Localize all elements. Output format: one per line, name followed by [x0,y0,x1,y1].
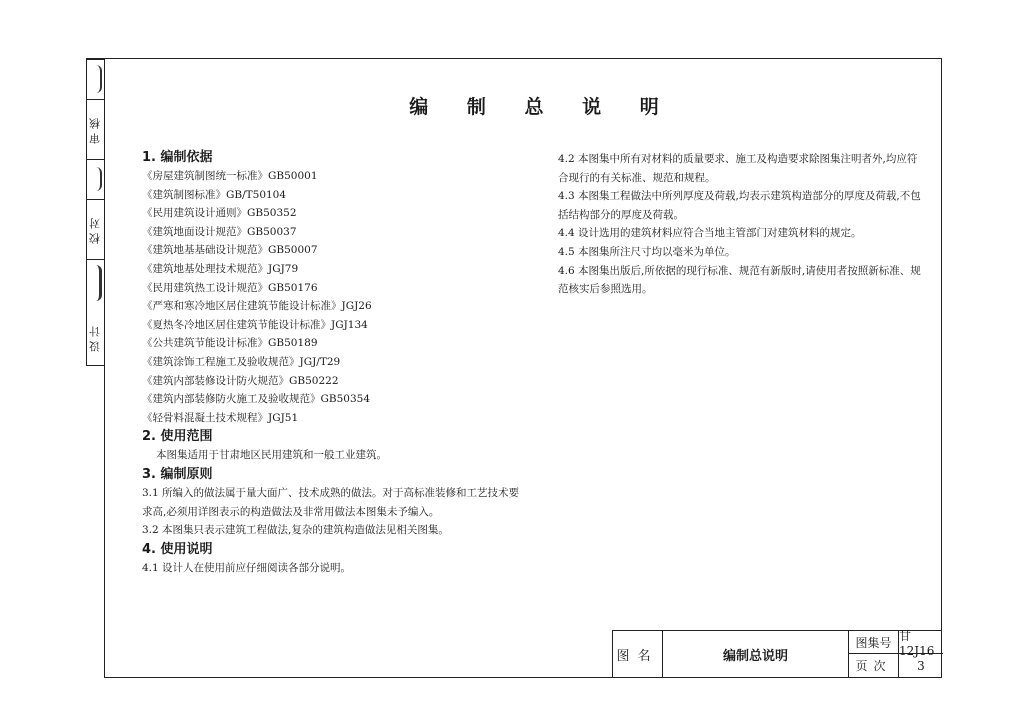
list-item: 《建筑内部装修设计防火规范》GB50222 [142,374,339,387]
left-column [142,148,522,577]
paragraph: 4.2 本图集中所有对材料的质量要求、施工及构造要求除图集注明者外,均应符合现行的有关标准、规范和规程。 [558,153,918,184]
list-item: 《公共建筑节能设计标准》GB50189 [142,337,318,350]
section-heading: 1. 编制依据 [142,150,213,165]
paragraph: 本图集适用于甘肃地区民用建筑和一般工业建筑。 [156,449,387,462]
list-item: 《建筑涂饰工程施工及验收规范》JGJ/T29 [142,355,341,368]
page-number: 3 [917,658,925,673]
list-item: 《建筑地基处理技术规范》JGJ79 [142,262,299,275]
list-item: 《建筑地面设计规范》GB50037 [142,225,297,238]
list-item: 《建筑制图标准》GB/T50104 [142,188,287,201]
list-item: 《轻骨料混凝土技术规程》JGJ51 [142,411,299,424]
drawing-name-label: 图名 [613,631,663,677]
atlas-number-label: 图集号 [849,631,899,654]
paragraph: 4.1 设计人在使用前应仔细阅读各部分说明。 [142,561,352,574]
list-item: 《民用建筑热工设计规范》GB50176 [142,281,318,294]
section-heading: 2. 使用范围 [142,429,213,445]
section-heading: 3. 编制原则 [142,466,213,482]
atlas-number: 甘12J16 [899,631,943,654]
paragraph: 4.4 设计选用的建筑材料应符合当地主管部门对建筑材料的规定。 [558,227,862,240]
list-item: 《房屋建筑制图统一标准》GB50001 [142,170,318,182]
paragraph: 3.1 所编入的做法属于量大面广、技术成熟的做法。对于高标准装修和工艺技术要求高,必须用详图表示的构造做法及非常用做法本图集未予编入。 [142,486,520,518]
paragraph: 3.2 本图集只表示建筑工程做法,复杂的建筑构造做法见相关图集。 [142,524,449,537]
list-item: 《民用建筑设计通则》GB50352 [142,207,297,220]
paragraph: 4.5 本图集所注尺寸均以毫米为单位。 [558,245,736,258]
sig-cell-proofread: 校对 [87,199,104,259]
list-item: 《严寒和寒冷地区居住建筑节能设计标准》JGJ26 [142,300,372,313]
signature-handwriting [87,159,104,199]
sig-cell-design: 设计 [88,322,102,352]
signature-handwriting [87,259,104,307]
paragraph: 4.3 本图集工程做法中所列厚度及荷载,均表示建筑构造部分的厚度及荷载,不包括结构部分的厚度及荷载。 [558,190,921,221]
page-title: 编 制 总 说 明 [409,96,675,118]
paragraph: 4.6 本图集出版后,所依据的现行标准、规范有新版时,请使用者按照新标准、规范核实后参照选用。 [558,264,921,296]
section-heading: 4. 使用说明 [142,541,213,557]
title-block [612,630,942,678]
sig-cell-review: 审核 [87,99,104,159]
right-column [558,150,922,299]
list-item: 《夏热冬冷地区居住建筑节能设计标准》JGJ134 [142,318,368,331]
drawing-name: 编制总说明 [663,631,849,677]
signature-mark [87,65,102,93]
signature-mark [87,167,102,191]
list-item: 《建筑地基基础设计规范》GB50007 [142,244,318,257]
standards-list [142,167,522,427]
signature-mark [86,265,102,301]
page-number-label: 页次 [849,654,899,677]
list-item: 《建筑内部装修防火施工及验收规范》GB50354 [142,393,371,406]
